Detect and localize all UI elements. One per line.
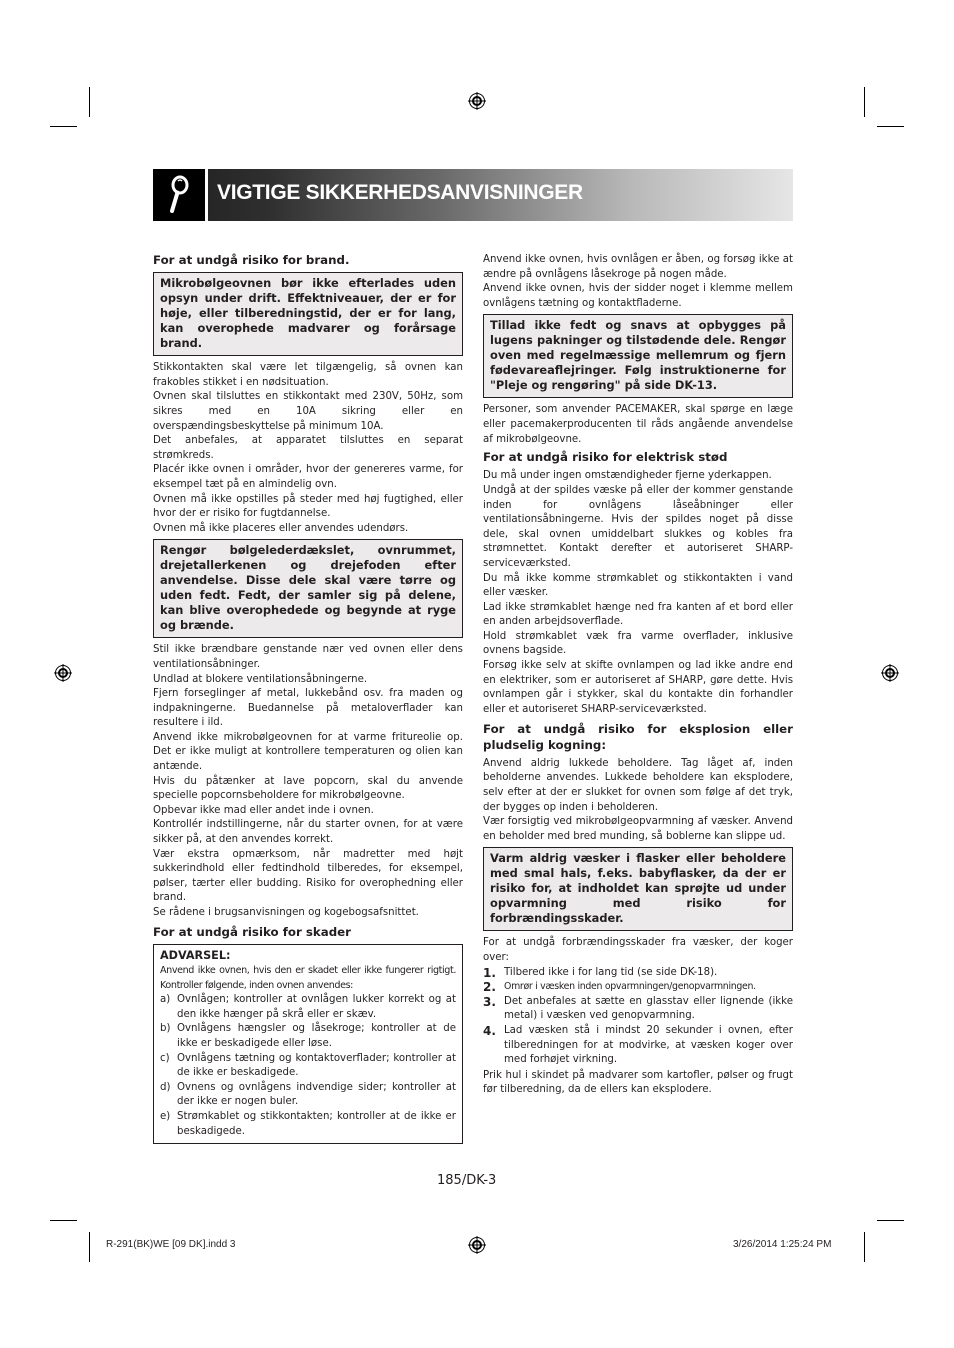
paragraph-group — [483, 469, 793, 717]
paragraph-group — [483, 757, 793, 845]
list-item — [483, 980, 793, 995]
list-text: Tilbered ikke i for lang tid (se side DK-18). — [504, 966, 718, 978]
paragraph: Vær forsigtig ved mikrobølgeopvarmning af væsker. Anvend en beholder med bred munding, så boblerne kan slippe ud. — [483, 816, 793, 842]
paragraph: Ovnen må ikke opstilles på steder med høj fugtighed, eller hvor der er risiko for fugtdannelse. — [153, 493, 463, 520]
paragraph: Kontrollér indstillingerne, når du starter ovnen, for at være sikker på, at den anvendes korrekt. — [153, 819, 463, 846]
paragraph: For at undgå forbrændingsskader fra væsker, der koger over: — [483, 937, 793, 964]
warning-list — [160, 993, 456, 1139]
list-item — [160, 1022, 456, 1051]
list-text: Det anbefales at sætte en glasstav eller lignende (ikke metal) i væsken ved genopvarmning. — [504, 995, 793, 1022]
paragraph: Anvend ikke mikrobølgeovnen for at varme fritureolie op. Det er ikke muligt at kontrollere temperaturen og olien kan antænde. — [153, 731, 463, 773]
notice-text: Tillad ikke fedt og snavs at opbygges på lugens pakninger og tilstødende dele. Rengør oven med regelmæssige mellemrum og fjern fødevareaflejringer. Følg instruktionerne for "Pleje og rengøring" på side DK-13. — [490, 318, 786, 393]
list-label: 1. — [483, 965, 496, 980]
heading-explosion: For at undgå risiko for eksplosion eller pludselig kogning: — [483, 722, 793, 752]
list-text: Strømkablet og stikkontakten; kontroller at de ikke er beskadigede. — [177, 1110, 456, 1137]
paragraph: Du må under ingen omstændigheder fjerne yderkappen. — [483, 470, 772, 482]
header-icon-box — [153, 169, 205, 221]
trim-mark — [89, 1232, 90, 1262]
paragraph: Opbevar ikke mad eller andet inde i ovnen. — [153, 804, 374, 816]
header-separator — [205, 169, 208, 221]
trim-mark — [50, 1220, 77, 1221]
paragraph: Anvend ikke ovnen, hvis der sidder noget i klemme mellem ovnlågens tætning og kontaktfladerne. — [483, 283, 793, 309]
list-text: Ovnens og ovnlågens indvendige sider; kontroller at der ikke er nogen buler. — [177, 1081, 456, 1108]
list-text: Lad væsken stå i mindst 20 sekunder i ovnen, efter tilberedningen for at modvirke, at væsken koger over med forhøjet virkning. — [504, 1024, 793, 1066]
paragraph: Personer, som anvender PACEMAKER, skal spørge en læge eller pacemakerproducenten til råds angående anvendelse af mikrobølgeovne. — [483, 404, 793, 445]
notice-box — [153, 539, 463, 638]
list-label: c) — [160, 1052, 170, 1064]
paragraph: Stil ikke brændbare genstande nær ved ovnen eller dens ventilationsåbninger. — [153, 644, 463, 670]
paragraph: Prik hul i skindet på madvarer som kartofler, pølser og frugt før tilberedning, da de ellers kan eksplodere. — [483, 1069, 793, 1096]
paragraph: Placér ikke ovnen i områder, hvor der genereres varme, for eksempel tæt på en almindelig ovn. — [153, 464, 463, 490]
notice-text: Varm aldrig væsker i flasker eller beholdere med smal hals, f.eks. babyflasker, da der er risiko for, at indholdet kan sprøjte ud under opvarmning med risiko for forbrændingsskader. — [490, 851, 786, 926]
list-item — [160, 993, 456, 1022]
list-label: d) — [160, 1081, 171, 1093]
list-text: Ovnlågen; kontroller at ovnlågen lukker korrekt og at den ikke hænger på skrå eller er skæv. — [177, 994, 456, 1020]
list-label: 4. — [483, 1023, 496, 1038]
page-title: VIGTIGE SIKKERHEDSANVISNINGER — [217, 181, 583, 204]
registration-mark-icon — [468, 92, 486, 110]
paragraph: Forsøg ikke selv at skifte ovnlampen og lad ikke andre end en elektriker, som er autoriseret af SHARP, gøre dette. Hvis ovnlampen går i stykker, skal du kontakte din forhandler eller et autoriseret SHARP-serviceværksted. — [483, 660, 793, 715]
list-item — [160, 1110, 456, 1139]
paragraph: Hvis du påtænker at lave popcorn, skal du anvende specielle popcornsbeholdere for mikrobølgeovne. — [153, 775, 463, 802]
list-text: Ovnlågens tætning og kontaktoverflader; kontroller at de ikke er beskadigede. — [177, 1052, 456, 1079]
trim-mark — [877, 126, 904, 127]
footer-file-name: R-291(BK)WE [09 DK].indd 3 — [106, 1239, 236, 1250]
list-label: 3. — [483, 994, 496, 1009]
trim-mark — [864, 1232, 865, 1262]
warning-intro: Anvend ikke ovnen, hvis den er skadet eller ikke fungerer rigtigt. Kontroller følgende, inden ovnen anvendes: — [160, 965, 456, 991]
paragraph: Fjern forseglinger af metal, lukkebånd osv. fra maden og indpakningerne. Buedannelse på metaloverflader kan resultere i ild. — [153, 688, 463, 729]
notice-box — [483, 847, 793, 931]
paragraph: Ovnen skal tilsluttes en stikkontakt med 230V, 50Hz, som sikres med en 10A sikring eller en overspændingsbeskyttelse på minimum 10A. — [153, 391, 463, 432]
list-label: 2. — [483, 980, 496, 995]
paragraph: Ovnen må ikke placeres eller anvendes udendørs. — [153, 522, 409, 534]
notice-box — [153, 272, 463, 356]
paragraph: Lad ikke strømkablet hænge ned fra kanten af et bord eller en anden arbejdsoverflade. — [483, 601, 793, 628]
footer-timestamp: 3/26/2014 1:25:24 PM — [733, 1239, 832, 1250]
paragraph: Undlad at blokere ventilationsåbningerne. — [153, 673, 368, 685]
warning-title: ADVARSEL: — [160, 948, 231, 962]
list-label: e) — [160, 1110, 171, 1122]
registration-mark-icon — [468, 1236, 486, 1254]
notice-box — [483, 314, 793, 398]
paragraph: Stikkontakten skal være let tilgængelig, så ovnen kan frakobles stikket i en nødsituation. — [153, 362, 463, 388]
paragraph-group — [153, 643, 463, 920]
list-text: Omrør i væsken inden opvarmningen/genopvarmningen. — [504, 981, 756, 993]
heading-fire: For at undgå risiko for brand. — [153, 253, 350, 267]
paragraph-group — [483, 936, 793, 1098]
list-text: Ovnlågens hængsler og låsekroge; kontroller at de ikke er beskadigede eller løse. — [177, 1023, 456, 1049]
notice-text: Mikrobølgeovnen bør ikke efterlades uden opsyn under drift. Effektniveauer, der er for høje, eller tilberedningstid, der er for lang, kan overophede madvarer og forårsage brand. — [160, 276, 456, 351]
notice-text: Rengør bølgelederdækslet, ovnrummet, drejetallerkenen og drejefoden efter anvendelse. Disse dele skal være tørre og uden fedt. Fedt, der samler sig på delene, kan blive overophedede og begynde at ryge og brænde. — [160, 543, 456, 633]
paragraph-group — [153, 361, 463, 536]
right-column — [483, 253, 793, 1098]
paragraph: Det anbefales, at apparatet tilsluttes en separat strømkreds. — [153, 435, 463, 461]
list-item — [483, 1024, 793, 1068]
paragraph: Anvend aldrig lukkede beholdere. Tag låget af, inden beholderne anvendes. Lukkede beholdere kan eksplodere, selv efter at der er slukket for ovnen som følge af det tryk, der bygges op inden i beholderen. — [483, 757, 793, 813]
paragraph-group — [483, 403, 793, 447]
list-item — [160, 1052, 456, 1081]
page-number: 185/DK-3 — [437, 1173, 497, 1188]
trim-mark — [50, 126, 77, 127]
registration-mark-icon — [881, 664, 899, 682]
trim-mark — [89, 87, 90, 117]
warning-box — [153, 944, 463, 1144]
paragraph: Se rådene i brugsanvisningen og kogebogsafsnittet. — [153, 907, 419, 919]
list-item — [483, 995, 793, 1024]
magnifier-icon — [153, 169, 205, 221]
paragraph: Hold strømkablet væk fra varme overflader, inklusive ovnens bagside. — [483, 630, 793, 657]
list-item — [483, 966, 793, 981]
paragraph: Du må ikke komme strømkablet og stikkontakten i vand eller væsker. — [483, 572, 793, 599]
list-label: a) — [160, 994, 171, 1006]
paragraph: Undgå at der spildes væske på eller der kommer genstande inden for ovnlågens låseåbninger eller ventilationsåbningerne. Hvis der spildes noget på disse dele, skal ovnen umiddelbart slukkes og kobles fra strømnettet. Kontakt derefter et autoriseret SHARP-serviceværksted. — [483, 484, 793, 569]
registration-mark-icon — [54, 664, 72, 682]
heading-injury: For at undgå risiko for skader — [153, 924, 351, 939]
list-label: b) — [160, 1023, 171, 1035]
paragraph: Anvend ikke ovnen, hvis ovnlågen er åben, og forsøg ikke at ændre på ovnlågens låsekroge på nogen måde. — [483, 254, 793, 280]
heading-shock: For at undgå risiko for elektrisk stød — [483, 450, 728, 465]
trim-mark — [877, 1220, 904, 1221]
list-item — [160, 1081, 456, 1110]
paragraph-group — [483, 253, 793, 311]
trim-mark — [864, 87, 865, 117]
left-column — [153, 253, 463, 1144]
paragraph: Vær ekstra opmærksom, når madretter med højt sukkerindhold eller fedtindhold tilberedes, for eksempel, pølser, tærter eller budding. Risiko for overophedning eller brand. — [153, 848, 463, 904]
